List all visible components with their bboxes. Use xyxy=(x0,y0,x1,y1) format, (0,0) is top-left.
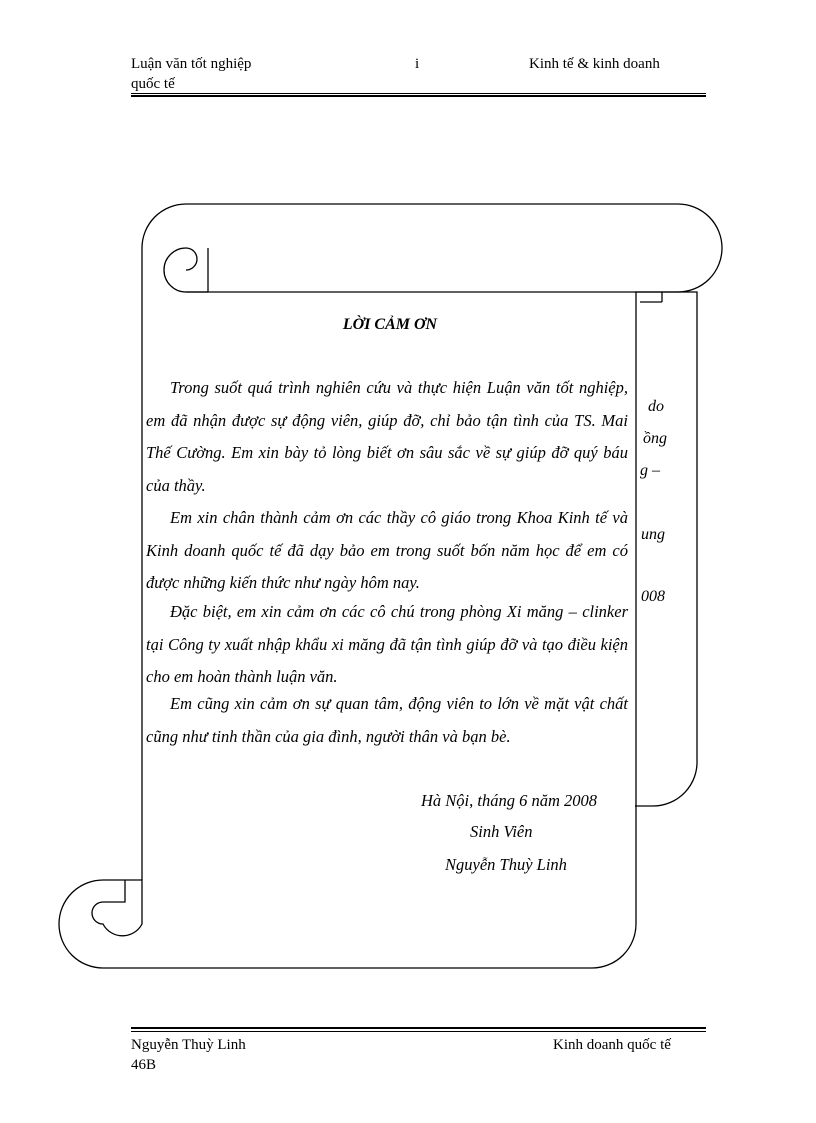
behind-fragment-4: ung xyxy=(641,526,665,543)
header-left-line1: Luận văn tốt nghiệp xyxy=(131,56,252,72)
bottom-roll-curl xyxy=(92,880,142,936)
footer-rule-thick xyxy=(131,1027,706,1029)
footer-right: Kinh doanh quốc tế xyxy=(553,1037,671,1053)
footer-left-line1: Nguyễn Thuỳ Linh xyxy=(131,1037,246,1053)
back-scroll-outline xyxy=(635,292,697,806)
top-roll-outline xyxy=(186,204,722,292)
letter-role: Sinh Viên xyxy=(470,822,533,841)
letter-paragraph-1: Trong suốt quá trình nghiên cứu và thực hiện Luận văn tốt nghiệp, em đã nhận được sự động viên, giúp đỡ, chỉ bảo tận tình của TS. Mai Thế Cường. Em xin bày tỏ lòng biết ơn sâu sắc về sự giúp đỡ quý báu của thầy. xyxy=(146,378,628,495)
letter-signatory-name: Nguyễn Thuỳ Linh xyxy=(445,855,567,874)
footer-left-line2: 46B xyxy=(131,1057,157,1073)
footer-rule-thin xyxy=(131,1031,706,1032)
header-left-line2: quốc tế xyxy=(131,76,175,92)
behind-fragment-2: ồng xyxy=(643,430,667,447)
behind-fragment-5: 008 xyxy=(641,588,665,605)
bottom-roll-outer xyxy=(59,880,103,968)
header-page-number: i xyxy=(415,56,420,72)
letter-paragraph-2: Em xin chân thành cảm ơn các thầy cô giáo trong Khoa Kinh tế và Kinh doanh quốc tế đã dạy bảo em trong suốt bốn năm học để em có được những kiến thức như ngày hôm nay. xyxy=(146,508,628,592)
header-right: Kinh tế & kinh doanh xyxy=(529,56,660,72)
top-roll-curl xyxy=(164,248,208,292)
letter-paragraph-4: Em cũng xin cảm ơn sự quan tâm, động viên to lớn về mặt vật chất cũng như tinh thần của gia đình, người thân và bạn bè. xyxy=(146,694,628,746)
letter-title: LỜI CẢM ƠN xyxy=(342,316,438,333)
letter-paragraph-3: Đặc biệt, em xin cảm ơn các cô chú trong phòng Xi măng – clinker tại Công ty xuất nhập khẩu xi măng đã tận tình giúp đỡ và tạo điều kiện cho em hoàn thành luận văn. xyxy=(146,602,628,686)
behind-fragment-1: do xyxy=(648,398,664,415)
top-roll-left-curve xyxy=(142,204,186,248)
behind-fragment-3: g – xyxy=(640,462,660,479)
letter-date-line: Hà Nội, tháng 6 năm 2008 xyxy=(421,791,598,810)
